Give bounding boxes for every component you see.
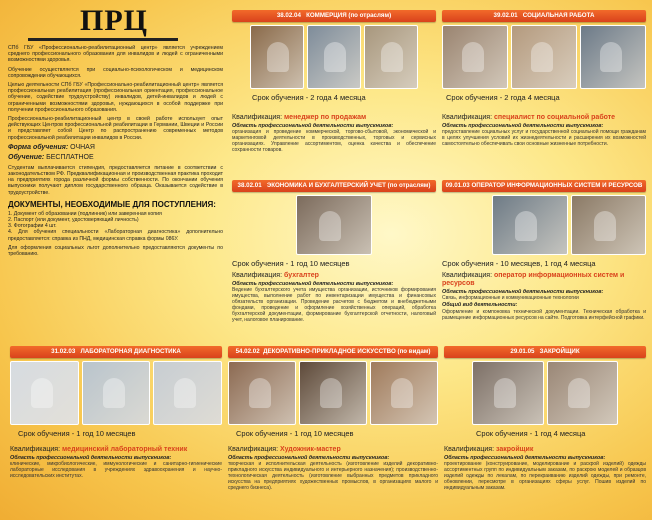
training-label: Обучение: bbox=[8, 153, 45, 161]
area-text: творческая и исполнительская деятельность (изготовление изделий декоративно-прикладного искусства индивидуального и интерьерного назначения); производственно-технологическая деятельность (изготовление выбранных предметов прикладного искусства на предприятиях художественных промыслов, в организациях малого и среднего бизнеса). bbox=[228, 461, 438, 492]
qualification: Квалификация: Художник-мастер bbox=[228, 446, 341, 453]
area-title: Область профессиональной деятельности выпускников: bbox=[232, 123, 394, 129]
specialty-card-cutter bbox=[444, 346, 646, 516]
photo-row bbox=[228, 361, 438, 425]
qualification: Квалификация: оператор информационных систем и ресурсов bbox=[442, 272, 625, 287]
qualification: Квалификация: закройщик bbox=[444, 446, 534, 453]
area-text: Связь, информационные и коммуникационные технологии bbox=[442, 295, 579, 302]
photo bbox=[472, 361, 544, 425]
documents-title: ДОКУМЕНТЫ, НЕОБХОДИМЫЕ ДЛЯ ПОСТУПЛЕНИЯ: bbox=[8, 199, 216, 209]
photo-row bbox=[296, 195, 372, 255]
form-value: ОЧНАЯ bbox=[70, 143, 95, 151]
photo-row bbox=[10, 361, 222, 425]
duration: Срок обучения - 1 год 10 месяцев bbox=[236, 429, 354, 438]
duration: Срок обучения - 2 года 4 месяца bbox=[446, 93, 560, 102]
logo: ПРЦ bbox=[80, 6, 148, 37]
photo-row bbox=[442, 25, 646, 89]
photo-row bbox=[472, 361, 618, 425]
photo bbox=[228, 361, 296, 425]
specialty-header: 39.02.01 СОЦИАЛЬНАЯ РАБОТА bbox=[442, 10, 646, 22]
area-text: Оформление и компоновка технической документации. Техническая обработка и размещение информационных ресурсов на сайте. Подготовка интерфейсной графики. bbox=[442, 308, 646, 321]
area-title: Область профессиональной деятельности выпускников: bbox=[442, 123, 604, 129]
qualification: Квалификация: специалист по социальной работе bbox=[442, 114, 616, 121]
specialty-header: 31.02.03 ЛАБОРАТОРНАЯ ДИАГНОСТИКА bbox=[10, 346, 222, 358]
duration: Срок обучения - 10 месяцев, 1 год 4 месяца bbox=[442, 259, 596, 268]
specialty-header: 54.02.02 ДЕКОРАТИВНО-ПРИКЛАДНОЕ ИСКУССТВО (по видам) bbox=[228, 346, 438, 358]
photo bbox=[299, 361, 367, 425]
photo bbox=[10, 361, 79, 425]
qualification: Квалификация: менеджер по продажам bbox=[232, 114, 367, 121]
specialty-header: 09.01.03 ОПЕРАТОР ИНФОРМАЦИОННЫХ СИСТЕМ И РЕСУРСОВ bbox=[442, 180, 646, 192]
photo bbox=[442, 25, 508, 89]
specialty-card-social-work bbox=[442, 10, 646, 180]
specialty-card-commerce bbox=[232, 10, 436, 180]
qualification: Квалификация: бухгалтер bbox=[232, 272, 319, 279]
photo bbox=[547, 361, 619, 425]
area-text: организация и проведение коммерческой, торгово-сбытовой, экономической и маркетинговой деятельности в производственных, торговых и сервисных организациях. Управление ассортиментом, оценка качества и обеспечение сохранности товаров. bbox=[232, 129, 436, 154]
photo bbox=[511, 25, 577, 89]
duration: Срок обучения - 1 год 4 месяца bbox=[476, 429, 586, 438]
document-item: 4. Для обучения специальности «Лабораторная диагностика» дополнительно предоставляется: справка из ПНД, медицинская справка формы 086У. bbox=[8, 229, 223, 242]
experience-paragraph: Профессионально-реабилитационный центр в своей работе использует опыт действующих Центров профессиональной реабилитации в Германии, Швеции и России и представляет собой Центр по распространению современных методов профессиональной реабилитации инвалидов в России. bbox=[8, 116, 223, 141]
document-item: 1. Документ об образовании (подлинник) или заверенная копия bbox=[8, 210, 162, 217]
photo bbox=[580, 25, 646, 89]
logo-underline bbox=[28, 38, 178, 41]
area-title: Область профессиональной деятельности выпускников: bbox=[442, 289, 604, 295]
area-title: Область профессиональной деятельности выпускников: bbox=[444, 455, 606, 461]
form-of-study bbox=[8, 144, 223, 152]
benefits-paragraph: Студентам выплачивается стипендия, предоставляется питание в соответствии с законодательством РФ. Предквалификационная и производственная практика проходит на предприятиях города различной формы собственности. По окончании обучения выпускники получают диплом государственного образца. Оказывается содействие в трудоустройстве. bbox=[8, 164, 223, 196]
document-item: 3. Фотографии 4 шт. bbox=[8, 223, 57, 230]
specialty-header: 29.01.05 ЗАКРОЙЩИК bbox=[444, 346, 646, 358]
photo bbox=[250, 25, 304, 89]
area-title: Область профессиональной деятельности выпускников: bbox=[10, 455, 172, 461]
area-title: Область профессиональной деятельности выпускников: bbox=[232, 281, 394, 287]
specialty-card-economics bbox=[232, 180, 436, 345]
qualification: Квалификация: медицинский лабораторный техник bbox=[10, 446, 188, 453]
duration: Срок обучения - 1 год 10 месяцев bbox=[232, 259, 350, 268]
photo bbox=[571, 195, 647, 255]
photo bbox=[370, 361, 438, 425]
photo-row bbox=[250, 25, 418, 89]
goal-paragraph: Целью деятельности СПб ГБУ «Профессионально-реабилитационный центр» является профессиональная реабилитация (профессиональная ориентация, профессиональное обучение, содействие трудоустройству) инвалидов, детей-инвалидов и людей с ограниченными возможностями здоровья, нуждающихся в особой поддержке при получении профессионального образования. bbox=[8, 82, 223, 113]
photo bbox=[307, 25, 361, 89]
document-item: 2. Паспорт (или документ, удостоверяющий личность) bbox=[8, 217, 139, 224]
specialty-header: 38.02.01 ЭКОНОМИКА И БУХГАЛТЕРСКИЙ УЧЕТ (по отраслям) bbox=[232, 180, 436, 192]
area-text: предоставление социальных услуг и государственной социальной помощи гражданам в целях улучшения условий их жизнедеятельности и расширения их возможностей самостоятельно обеспечивать свои основные жизненные потребности. bbox=[442, 129, 646, 148]
intro-paragraph: СПб ГБУ «Профессионально-реабилитационный центр» является учреждением среднего профессионального образования для инвалидов и людей с ограниченными возможностями здоровья. bbox=[8, 45, 223, 64]
documents-note: Для оформления социальных льгот дополнительно предоставляются документы по требованию. bbox=[8, 244, 223, 258]
duration: Срок обучения - 1 год 10 месяцев bbox=[18, 429, 136, 438]
specialty-header: 38.02.04 КОММЕРЦИЯ (по отраслям) bbox=[232, 10, 436, 22]
training-value: БЕСПЛАТНОЕ bbox=[46, 153, 94, 161]
area-text: Ведение бухгалтерского учета имущества организации, источников формирования имущества, выполнение работ по инвентаризации имущества и финансовых обязательств организации. Проведение расчетов с бюджетом и внебюджетными фондами, проведение и оформление хозяйственных операций, обработка бухгалтерской документации, формирование бухгалтерской отчетности, налоговый учет, налоговое планирование. bbox=[232, 287, 436, 324]
form-label: Форма обучения: bbox=[8, 143, 69, 151]
area-title: Область профессиональной деятельности выпускников: bbox=[228, 455, 390, 461]
support-paragraph: Обучение осуществляется при социально-психологическом и медицинском сопровождении обучающихся. bbox=[8, 66, 223, 79]
specialty-card-lab-diagnostics bbox=[10, 346, 222, 516]
photo bbox=[296, 195, 372, 255]
area-title: Общий вид деятельности: bbox=[442, 302, 518, 309]
photo bbox=[364, 25, 418, 89]
specialty-card-it-operator bbox=[442, 180, 646, 345]
photo bbox=[82, 361, 151, 425]
area-text: клинические, микробиологические, иммунологические и санитарно-гигиенические лабораторные исследования в учреждениях здравоохранения и научно-исследовательских институтах. bbox=[10, 461, 222, 480]
duration: Срок обучения - 2 года 4 месяца bbox=[252, 93, 366, 102]
area-text: проектирование (конструирование, моделирование и раскрой изделий) одежды ассортиментных групп по индивидуальным заказам, по раскрою моделей и образцов изделий одежды по лекалам, по перекраиванию изделий одежды, при ремонте, обновлении, пересмотре в организациях сферы услуг. Пошив изделий по индивидуальным заказам. bbox=[444, 461, 646, 492]
photo-row bbox=[492, 195, 646, 255]
photo bbox=[153, 361, 222, 425]
specialty-card-decorative-art bbox=[228, 346, 438, 516]
training-type bbox=[8, 154, 223, 162]
photo bbox=[492, 195, 568, 255]
